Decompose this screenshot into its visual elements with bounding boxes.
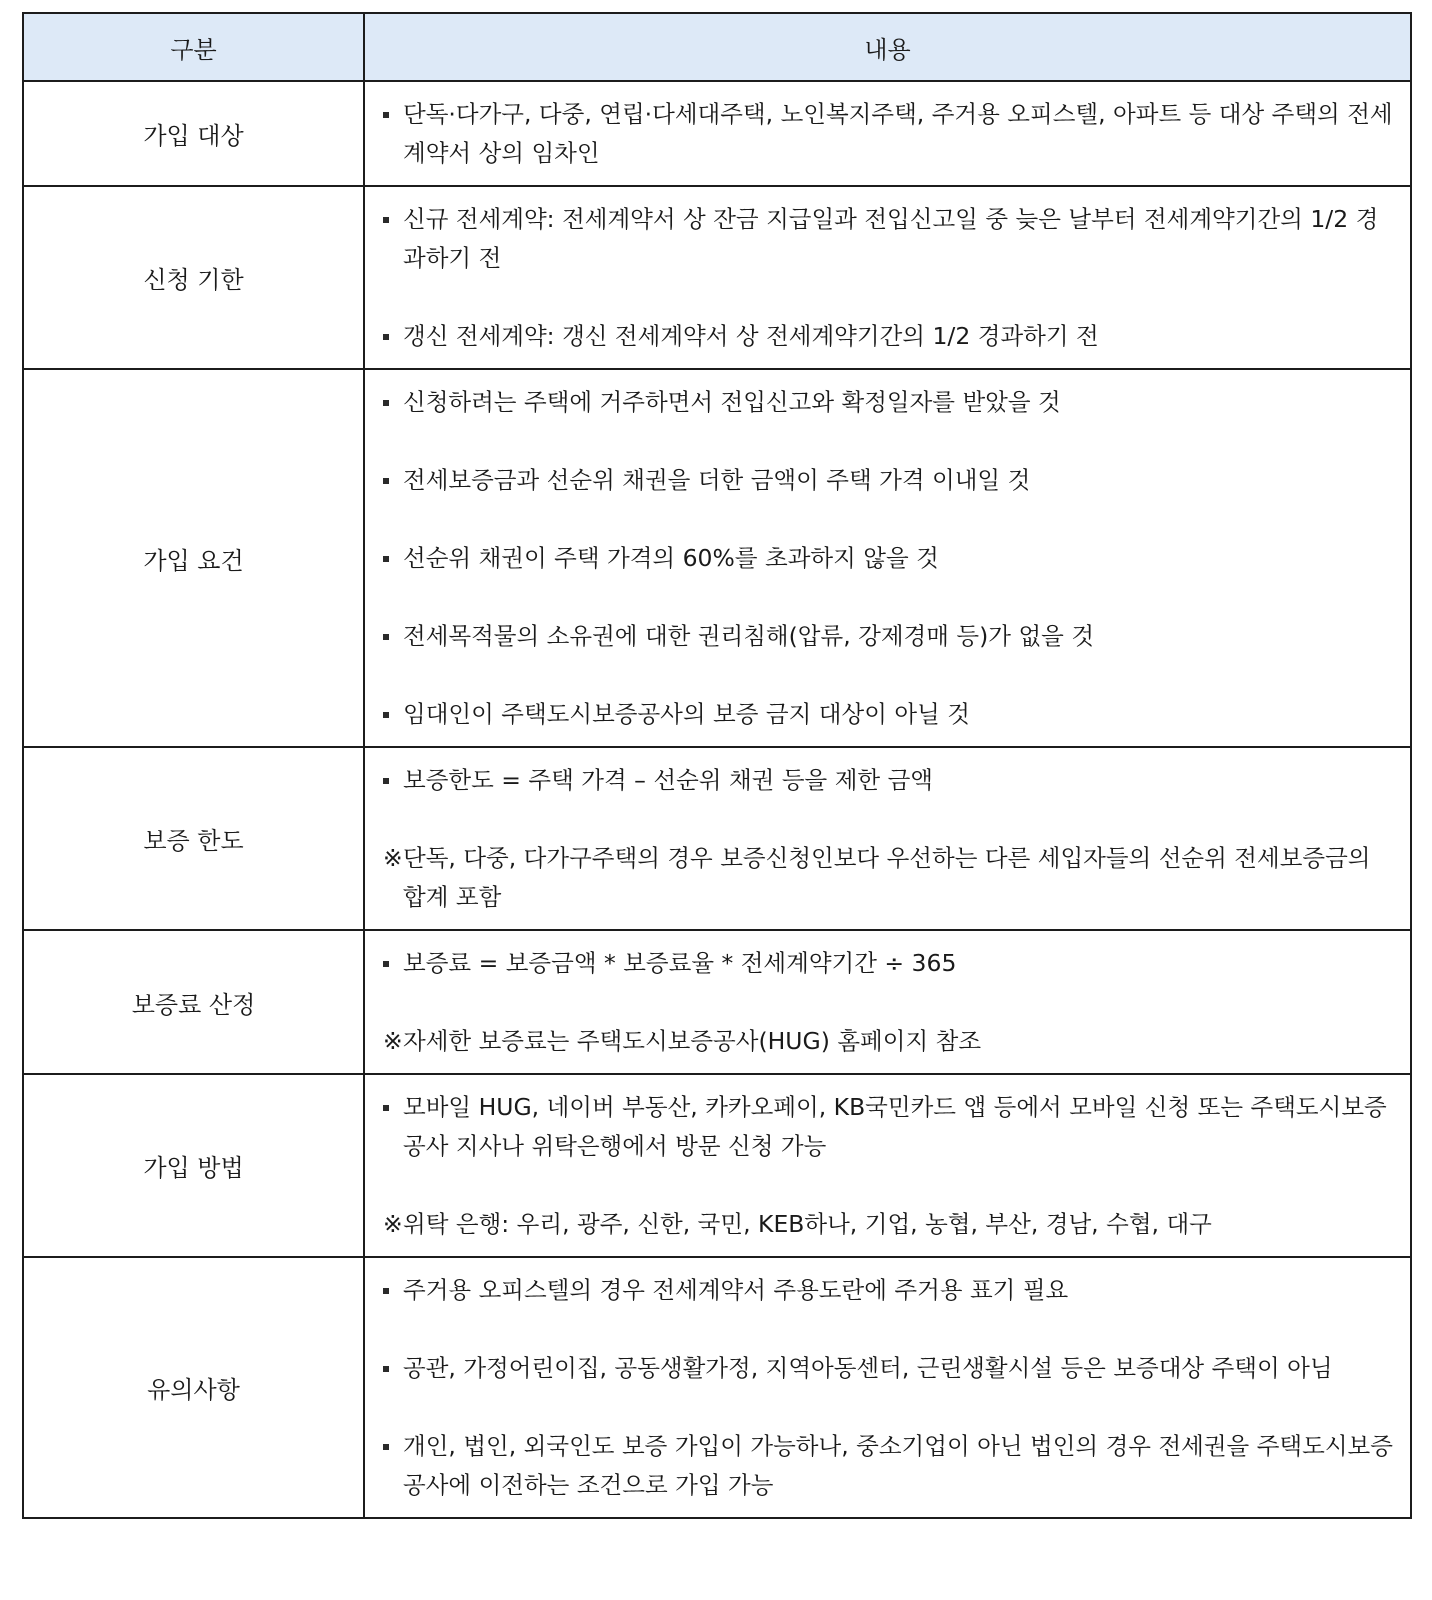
bullet-item (383, 1088, 1398, 1166)
row-content (364, 1074, 1411, 1257)
bullet-item (383, 200, 1398, 278)
bullet-text: 보증한도 = 주택 가격 – 선순위 채권 등을 제한 금액 (403, 766, 933, 794)
note-item (383, 839, 1398, 917)
bullet-text: 공관, 가정어린이집, 공동생활가정, 지역아동센터, 근린생활시설 등은 보증대상 주택이 아님 (403, 1354, 1333, 1382)
header-category: 구분 (23, 13, 364, 81)
bullet-text: 개인, 법인, 외국인도 보증 가입이 가능하나, 중소기업이 아닌 법인의 경우 전세권을 주택도시보증공사에 이전하는 조건으로 가입 가능 (403, 1432, 1393, 1499)
bullet-text: 모바일 HUG, 네이버 부동산, 카카오페이, KB국민카드 앱 등에서 모바일 신청 또는 주택도시보증공사 지사나 위탁은행에서 방문 신청 가능 (403, 1093, 1387, 1160)
row-content (364, 81, 1411, 186)
row-content (364, 930, 1411, 1074)
bullet-item (383, 761, 1398, 800)
table-row (23, 930, 1411, 1074)
bullet-item (383, 383, 1398, 422)
bullet-text: 단독·다가구, 다중, 연립·다세대주택, 노인복지주택, 주거용 오피스텔, 아파트 등 대상 주택의 전세계약서 상의 임차인 (403, 100, 1393, 167)
note-text: 단독, 다중, 다가구주택의 경우 보증신청인보다 우선하는 다른 세입자들의 선순위 전세보증금의 합계 포함 (403, 844, 1371, 911)
bullet-item (383, 95, 1398, 173)
row-content (364, 747, 1411, 930)
note-item (383, 1022, 1398, 1061)
table-body (23, 81, 1411, 1518)
info-table (22, 12, 1412, 1519)
row-category: 가입 대상 (23, 81, 364, 186)
bullet-item (383, 1349, 1398, 1388)
row-category: 보증료 산정 (23, 930, 364, 1074)
bullet-item (383, 944, 1398, 983)
bullet-item (383, 695, 1398, 734)
bullet-item (383, 539, 1398, 578)
bullet-text: 임대인이 주택도시보증공사의 보증 금지 대상이 아닐 것 (403, 700, 970, 728)
row-content (364, 1257, 1411, 1518)
table-row (23, 81, 1411, 186)
note-item (383, 1205, 1398, 1244)
bullet-text: 보증료 = 보증금액 * 보증료율 * 전세계약기간 ÷ 365 (403, 949, 957, 977)
bullet-text: 주거용 오피스텔의 경우 전세계약서 주용도란에 주거용 표기 필요 (403, 1276, 1069, 1304)
bullet-text: 선순위 채권이 주택 가격의 60%를 초과하지 않을 것 (403, 544, 939, 572)
row-category: 가입 요건 (23, 369, 364, 747)
bullet-item (383, 1271, 1398, 1310)
bullet-item (383, 1427, 1398, 1505)
row-content (364, 186, 1411, 369)
row-category: 가입 방법 (23, 1074, 364, 1257)
header-row (23, 13, 1411, 81)
row-category: 보증 한도 (23, 747, 364, 930)
header-content: 내용 (364, 13, 1411, 81)
table-row (23, 1074, 1411, 1257)
table-row (23, 1257, 1411, 1518)
table-row (23, 747, 1411, 930)
table-row (23, 369, 1411, 747)
reference-mark-icon: ※ (383, 844, 403, 872)
note-text: 자세한 보증료는 주택도시보증공사(HUG) 홈페이지 참조 (403, 1027, 982, 1055)
bullet-text: 갱신 전세계약: 갱신 전세계약서 상 전세계약기간의 1/2 경과하기 전 (403, 322, 1099, 350)
bullet-item (383, 317, 1398, 356)
bullet-text: 전세보증금과 선순위 채권을 더한 금액이 주택 가격 이내일 것 (403, 466, 1031, 494)
note-text: 위탁 은행: 우리, 광주, 신한, 국민, KEB하나, 기업, 농협, 부산, 경남, 수협, 대구 (403, 1210, 1212, 1238)
bullet-item (383, 461, 1398, 500)
bullet-text: 신규 전세계약: 전세계약서 상 잔금 지급일과 전입신고일 중 늦은 날부터 전세계약기간의 1/2 경과하기 전 (403, 205, 1379, 272)
row-content (364, 369, 1411, 747)
reference-mark-icon: ※ (383, 1210, 403, 1238)
bullet-text: 신청하려는 주택에 거주하면서 전입신고와 확정일자를 받았을 것 (403, 388, 1061, 416)
row-category: 신청 기한 (23, 186, 364, 369)
table-row (23, 186, 1411, 369)
row-category: 유의사항 (23, 1257, 364, 1518)
bullet-item (383, 617, 1398, 656)
bullet-text: 전세목적물의 소유권에 대한 권리침해(압류, 강제경매 등)가 없을 것 (403, 622, 1095, 650)
reference-mark-icon: ※ (383, 1027, 403, 1055)
